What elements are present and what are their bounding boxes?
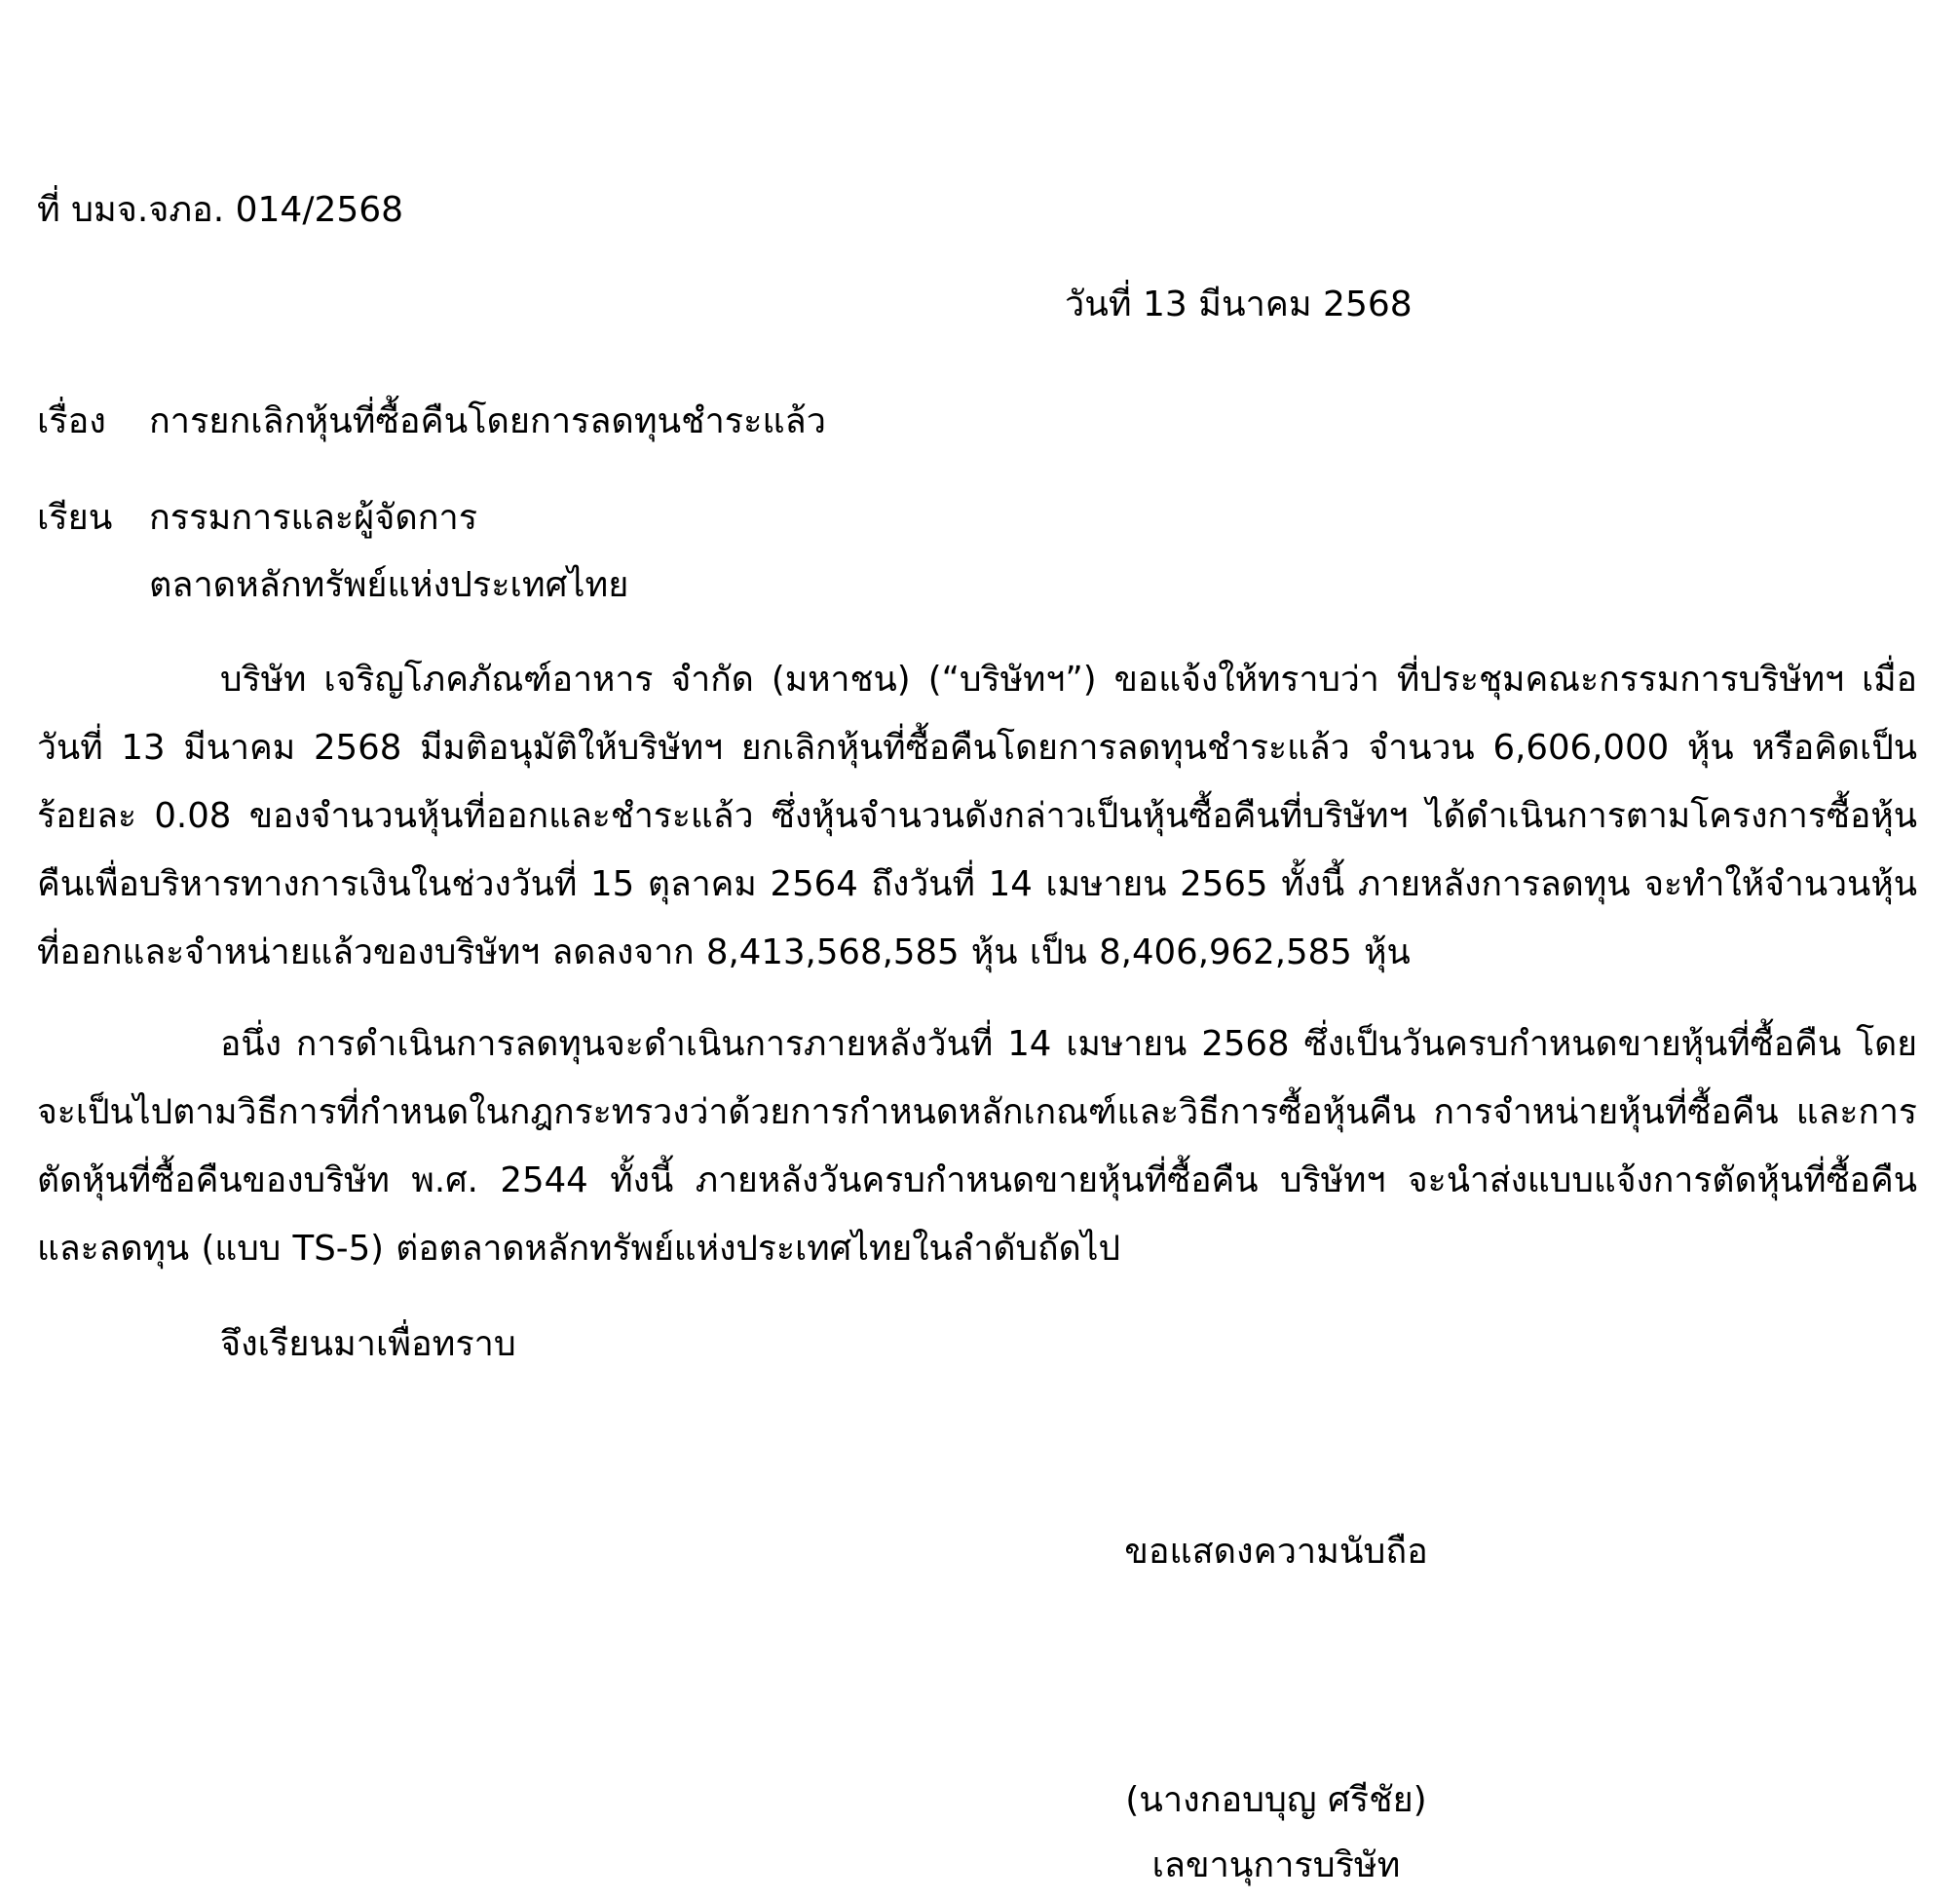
recipient-label: เรียน: [37, 498, 113, 538]
recipient-line-1: กรรมการและผู้จัดการ: [149, 498, 478, 538]
recipient-line-2: ตลาดหลักทรัพย์แห่งประเทศไทย: [149, 565, 629, 605]
closing-line: จึงเรียนมาเพื่อทราบ: [220, 1324, 516, 1364]
subject-label: เรื่อง: [37, 401, 106, 441]
signer-position: เลขานุการบริษัท: [1151, 1845, 1401, 1885]
letter-date: วันที่ 13 มีนาคม 2568: [1065, 285, 1413, 324]
subject-text: การยกเลิกหุ้นที่ซื้อคืนโดยการลดทุนชำระแล้ว: [149, 401, 826, 441]
reference-number: ที่ บมจ.จภอ. 014/2568: [37, 190, 404, 230]
body-paragraph-1: บริษัท เจริญโภคภัณฑ์อาหาร จำกัด (มหาชน) (“บริษัทฯ”) ขอแจ้งให้ทราบว่า ที่ประชุมคณะกรรมการบริษัทฯ เมื่อวันที่ 13 มีนาคม 2568 มีมติอนุมัติให้บริษัทฯ ยกเลิกหุ้นที่ซื้อคืนโดยการลดทุนชำระแล้ว จำนวน 6,606,000 หุ้น หรือคิดเป็นร้อยละ 0.08 ของจำนวนหุ้นที่ออกและชำระแล้ว ซึ่งหุ้นจำนวนดังกล่าวเป็นหุ้นซื้อคืนที่บริษัทฯ ได้ดำเนินการตามโครงการซื้อหุ้นคืนเพื่อบริหารทางการเงินในช่วงวันที่ 15 ตุลาคม 2564 ถึงวันที่ 14 เมษายน 2565 ทั้งนี้ ภายหลังการลดทุน จะทำให้จำนวนหุ้นที่ออกและจำหน่ายแล้วของบริษัทฯ ลดลงจาก 8,413,568,585 หุ้น เป็น 8,406,962,585 หุ้น: [37, 660, 1917, 972]
body-paragraph-2: อนึ่ง การดำเนินการลดทุนจะดำเนินการภายหลังวันที่ 14 เมษายน 2568 ซึ่งเป็นวันครบกำหนดขายหุ้นที่ซื้อคืน โดยจะเป็นไปตามวิธีการที่กำหนดในกฎกระทรวงว่าด้วยการกำหนดหลักเกณฑ์และวิธีการซื้อหุ้นคืน การจำหน่ายหุ้นที่ซื้อคืน และการตัดหุ้นที่ซื้อคืนของบริษัท พ.ศ. 2544 ทั้งนี้ ภายหลังวันครบกำหนดขายหุ้นที่ซื้อคืน บริษัทฯ จะนำส่งแบบแจ้งการตัดหุ้นที่ซื้อคืนและลดทุน (แบบ TS-5) ต่อตลาดหลักทรัพย์แห่งประเทศไทยในลำดับถัดไป: [37, 1024, 1917, 1269]
regards-line: ขอแสดงความนับถือ: [1124, 1532, 1428, 1572]
signer-name: (นางกอบบุญ ศรีชัย): [1125, 1780, 1427, 1820]
